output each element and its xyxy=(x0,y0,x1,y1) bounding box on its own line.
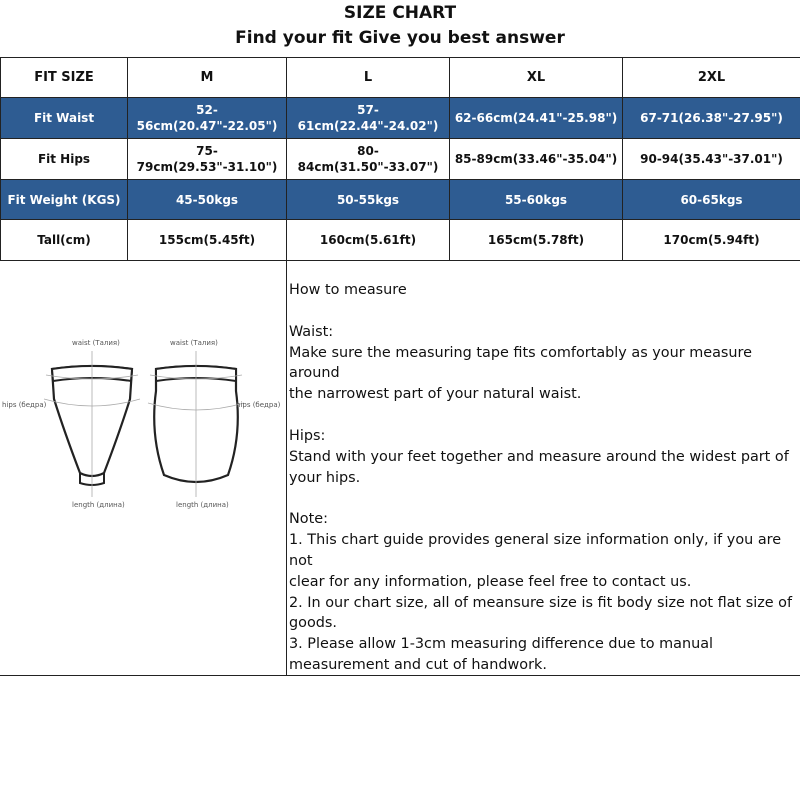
table-cell: 75-79cm(29.53"-31.10") xyxy=(128,139,287,180)
note-item: clear for any information, please feel free to contact us. xyxy=(289,573,692,590)
front-length-label: length (длина) xyxy=(72,501,125,509)
note-item: goods. xyxy=(289,615,337,632)
row-label: Fit Waist xyxy=(1,98,128,139)
table-row xyxy=(1,139,800,180)
note-title: Note: xyxy=(289,511,328,528)
column-header: XL xyxy=(450,58,623,98)
size-chart-table xyxy=(0,57,800,261)
table-cell: 55-60kgs xyxy=(450,180,623,220)
column-header: L xyxy=(287,58,450,98)
front-hips-label: hips (бедра) xyxy=(2,401,47,409)
table-cell: 57-61cm(22.44"-24.02") xyxy=(287,98,450,139)
table-row xyxy=(1,98,800,139)
table-cell: 170cm(5.94ft) xyxy=(623,220,800,261)
column-divider xyxy=(286,261,287,675)
page-subtitle: Find your fit Give you best answer xyxy=(235,28,565,48)
front-waist-label: waist (Талия) xyxy=(72,339,120,347)
instructions-heading: How to measure xyxy=(289,282,407,298)
table-cell: 155cm(5.45ft) xyxy=(128,220,287,261)
column-header: 2XL xyxy=(623,58,800,98)
row-label: Fit Hips xyxy=(1,139,128,180)
table-cell: 45-50kgs xyxy=(128,180,287,220)
column-header: M xyxy=(128,58,287,98)
row-label: Tall(cm) xyxy=(1,220,128,261)
waist-title: Waist: xyxy=(289,323,334,340)
table-cell: 60-65kgs xyxy=(623,180,800,220)
note-item: 1. This chart guide provides general size information only, if you are not xyxy=(289,532,782,569)
hips-text: your hips. xyxy=(289,469,361,486)
front-view-illustration xyxy=(44,351,140,497)
back-length-label: length (длина) xyxy=(176,501,229,509)
waist-text: Make sure the measuring tape fits comfortably as your measure around xyxy=(289,344,752,382)
table-cell: 80-84cm(31.50"-33.07") xyxy=(287,139,450,180)
column-header: FIT SIZE xyxy=(1,58,128,98)
panties-measure-diagram xyxy=(0,325,286,525)
table-cell: 50-55kgs xyxy=(287,180,450,220)
note-item: measurement and cut of handwork. xyxy=(289,656,547,673)
table-cell: 67-71(26.38"-27.95") xyxy=(623,98,800,139)
table-cell: 160cm(5.61ft) xyxy=(287,220,450,261)
table-header-row xyxy=(1,58,800,98)
measure-instructions xyxy=(289,280,797,676)
table-cell: 62-66cm(24.41"-25.98") xyxy=(450,98,623,139)
back-view-illustration xyxy=(148,351,244,497)
back-waist-label: waist (Талия) xyxy=(170,339,218,347)
waist-text: the narrowest part of your natural waist. xyxy=(289,386,582,403)
measure-section xyxy=(0,261,800,676)
hips-title: Hips: xyxy=(289,427,326,444)
row-label: Fit Weight (KGS) xyxy=(1,180,128,220)
hips-text: Stand with your feet together and measure around the widest part of xyxy=(289,448,789,465)
page-title: SIZE CHART xyxy=(343,3,457,23)
table-cell: 85-89cm(33.46"-35.04") xyxy=(450,139,623,180)
table-cell: 90-94(35.43"-37.01") xyxy=(623,139,800,180)
table-row xyxy=(1,180,800,220)
table-cell: 165cm(5.78ft) xyxy=(450,220,623,261)
note-item: 3. Please allow 1-3cm measuring difference due to manual xyxy=(289,636,714,653)
note-item: 2. In our chart size, all of meansure size is fit body size not flat size of xyxy=(289,594,793,611)
table-cell: 52-56cm(20.47"-22.05") xyxy=(128,98,287,139)
back-hips-label: hips (бедра) xyxy=(236,401,281,409)
table-row xyxy=(1,220,800,261)
